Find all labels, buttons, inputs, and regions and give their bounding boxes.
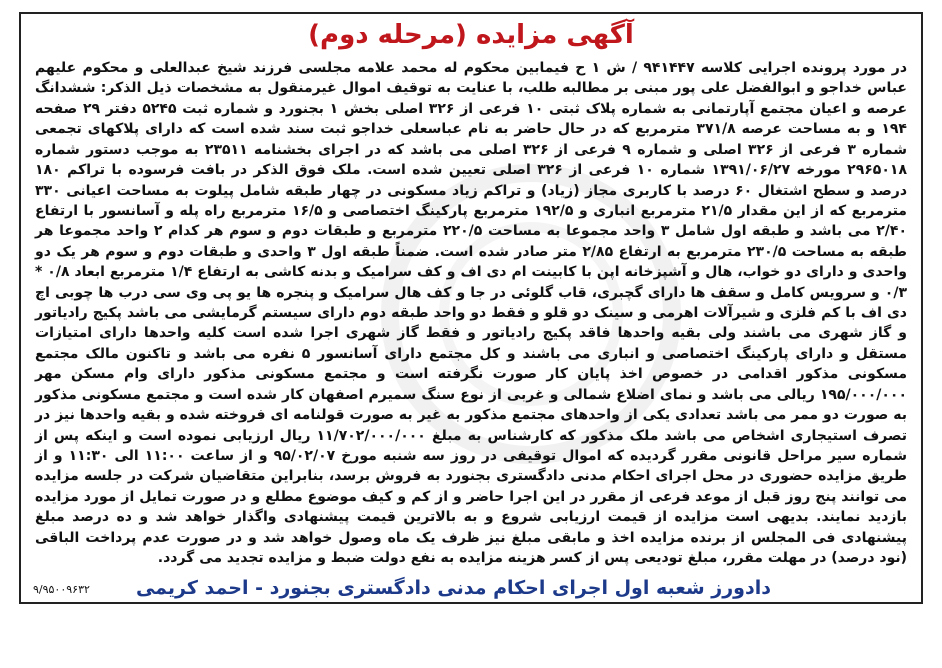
notice-body: در مورد پرونده اجرایی کلاسه ۹۴۱۴۴۷ / ش ۱ ح فیمابین محکوم له محمد علامه مجلسی فرزند شیخ عبدالعلی و محکوم علیهم عباس خداجو و ابوالفضل علی پور مبنی بر مطالبه طلب، با عنایت به توقیف اموال غیرمنقول به مشخصات ذیل الذکر: ششدانگ عرصه و اعیان مجتمع آپارتمانی به شماره پلاک ثبتی ۱۰ فرعی از ۳۲۶ اصلی بخش ۱ بجنورد و شماره ثبت ۵۲۴۵ دفتر ۲۹ صفحه ۱۹۴ و به مساحت عرصه ۳۷۱/۸ مترمربع که در حال حاضر به نام عباسعلی خداجو ثبت سند شده است که دارای پلاکهای تجمعی شماره ۳ فرعی از ۳۲۶ اصلی و شماره ۹ فرعی از ۳۲۶ اصلی می باشد که در اجرای بخشنامه ۲۳۵۱۱ به موجب دستور شماره ۲۹۶۵۰۱۸ مورخه ۱۳۹۱/۰۶/۲۷ شماره ۱۰ فرعی از ۳۲۶ اصلی تعیین شده است. ملک فوق الذکر در بافت فرسوده با تراکم ۱۸۰ درصد و سطح اشتغال ۶۰ درصد با کاربری مجاز (زیاد) و تراکم زیاد مسکونی در چهار طبقه شامل پیلوت به مساحت اعیانی ۳۳۰ مترمربع که از این مقدار ۲۱/۵ مترمربع انباری و ۱۹۲/۵ مترمربع پارکینگ اختصاصی و ۱۶/۵ مترمربع راه پله و آسانسور با ارتفاع ۲/۴۰ می باشد و طبقه اول شامل ۳ واحد مجموعا به مساحت ۲۲۰/۵ مترمربع و طبقات دوم و سوم هر کدام ۲ واحد مجموعا هر طبقه به مساحت ۲۳۰/۵ مترمربع به ارتفاع ۲/۸۵ متر صادر شده است. ضمناً طبقه اول ۳ واحدی و طبقات دوم و سوم هر یک دو واحدی و دارای دو خواب، هال و آشپزخانه اپن با کابینت ام دی اف و کف سرامیک و بدنه کاشی به ارتفاع ۱/۴ مترمربع ابعاد ۰/۸ * ۰/۳ و سرویس کامل و سقف ها دارای گچبری، قاب گلوئی در جا و کف هال سرامیک و پنجره ها یو پی وی سی درب ها چوبی اچ دی اف با کم فلزی و شیرآلات اهرمی و سینک دو قلو و فقط دو واحد طبقه دوم دارای سیستم گرمایشی می باشد پکیج رادیاتور و گاز شهری می باشند ولی بقیه واحدها فاقد پکیج رادیاتور و فقط گاز شهری اجرا شده است کلیه واحدها دارای امتیازات مستقل و دارای پارکینگ اختصاصی و انباری می باشند و کل مجتمع دارای آسانسور ۵ نفره می باشد و تاکنون مالک مجتمع مسکونی مذکور اقدامی در خصوص اخذ پایان کار صورت نگرفته است و مجتمع مسکونی مذکور دارای وام مسکن مهر ۱۹۵/۰۰۰/۰۰۰ ریالی می باشد و نمای اضلاع شمالی و غربی از نوع سنگ سمیرم اصفهان کار شده است و مجتمع مسکونی مذکور به صورت دو ممر می باشد تعدادی یکی از واحدهای مجتمع مذکور به غیر به صورت قولنامه ای فروخته شده و بقیه واحدها نیز در تصرف استیجاری اشخاص می باشد ملک مذکور که کارشناس به مبلغ ۱۱/۷۰۲/۰۰۰/۰۰۰ ریال ارزیابی نموده است و اینکه پس از شماره سیر مراحل قانونی مقرر گردیده که اموال توقیفی در روز سه شنبه مورخ ۹۵/۰۲/۰۷ و از ساعت ۱۱:۰۰ الی ۱۱:۳۰ و از طریق مزایده حضوری در محل اجرای احکام مدنی دادگستری بجنورد به فروش برسد، بنابراین متقاضیان شرکت در جلسه مزایده می توانند پنج روز قبل از موعد فرعی از مقرر در این اجرا حاضر و از کم و کیف موضوع مطلع و در صورت تمایل از مورد مزایده بازدید نمایند. بدیهی است مزایده از قیمت ارزیابی شروع و به بالاترین قیمت پیشنهادی واگذار خواهد شد و ده درصد مبلغ پیشنهادی فی المجلس از برنده مزایده اخذ و مابقی مبلغ نیز ظرف یک ماه وصول خواهد شد و در صورت عدم پرداخت الباقی (نود درصد) در مهلت مقرر، مبلغ تودیعی پس از کسر هزینه مزایده به نفع دولت ضبط و مزایده تجدید می گردد. — [35, 60, 908, 567]
reference-number: ۹/۹۵۰۰۹۶۳۲ — [33, 583, 90, 596]
notice-footer — [21, 574, 921, 602]
signature-line: دادورز شعبه اول اجرای احکام مدنی دادگستری بجنورد - احمد کریمی — [135, 577, 771, 599]
notice-frame — [19, 12, 923, 604]
notice-title: آگهی مزایده (مرحله دوم) — [308, 20, 634, 50]
